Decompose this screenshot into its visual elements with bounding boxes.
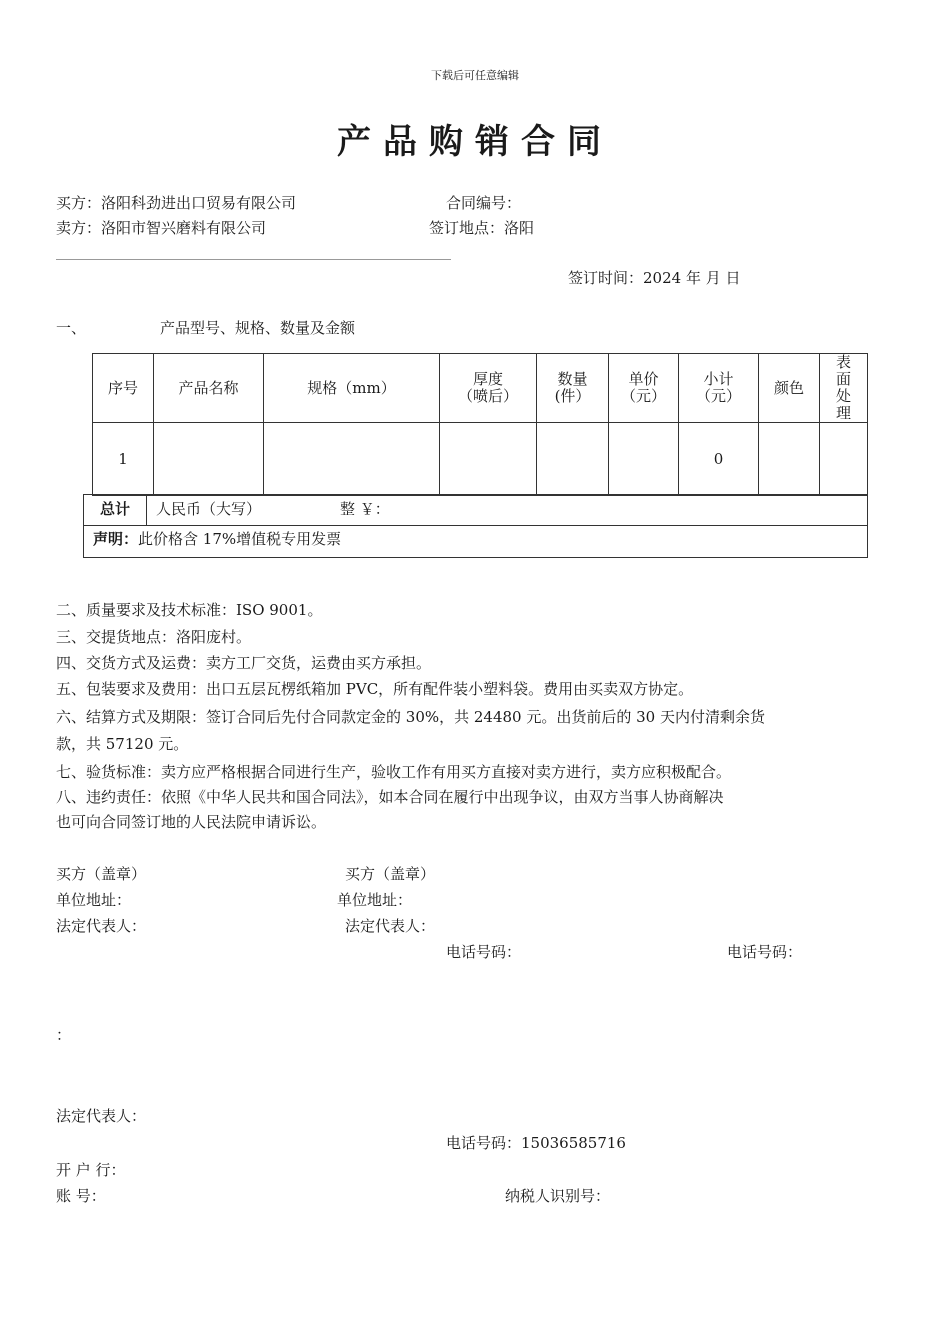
cell-subtotal: 0 bbox=[679, 423, 759, 496]
table-row bbox=[93, 423, 868, 496]
section1-title: 产品型号、规格、数量及金额 bbox=[160, 319, 356, 337]
clause-4: 四、交货方式及运费：卖方工厂交货，运费由买方承担。 bbox=[56, 654, 432, 672]
product-table bbox=[92, 353, 868, 496]
sign-time-line: 签订时间：2024 年 月 日 bbox=[568, 269, 741, 287]
phone-seller: 电话号码：15036585716 bbox=[446, 1134, 626, 1152]
buyer-seal-left: 买方（盖章） bbox=[56, 865, 147, 883]
statement-row bbox=[93, 529, 341, 549]
clause-5: 五、包装要求及费用：出口五层瓦楞纸箱加 PVC，所有配件装小塑料袋。费用由买卖双方协定。 bbox=[56, 680, 694, 698]
address-left: 单位地址： bbox=[56, 891, 132, 909]
clause-8-line1: 八、违约责任：依照《中华人民共和国合同法》，如本合同在履行中出现争议，由双方当事人协商解决 bbox=[56, 788, 724, 806]
cell-unit-price bbox=[609, 423, 679, 496]
header-note: 下载后可任意编辑 bbox=[431, 69, 519, 82]
clause-3: 三、交提货地点：洛阳庞村。 bbox=[56, 628, 252, 646]
header-cell-quantity: 数量 (件） bbox=[537, 354, 609, 423]
section1-number: 一、 bbox=[56, 319, 87, 337]
clause-6-line1: 六、结算方式及期限：签订合同后先付合同款定金的 30%，共 24480 元。出货前后的 30 天内付清剩余货 bbox=[56, 708, 765, 726]
legal-rep-seller: 法定代表人： bbox=[56, 1107, 147, 1125]
total-label: 总计 bbox=[84, 495, 147, 525]
cell-surface bbox=[820, 423, 868, 496]
clause-2: 二、质量要求及技术标准：ISO 9001。 bbox=[56, 601, 323, 619]
total-amount-label: 整 ￥： bbox=[340, 500, 390, 518]
stray-colon: ： bbox=[56, 1026, 72, 1044]
legal-rep-left: 法定代表人： bbox=[56, 917, 147, 935]
total-rmb-label: 人民币（大写） bbox=[156, 500, 262, 518]
header-cell-unit-price: 单价 （元） bbox=[609, 354, 679, 423]
page-title: 产品购销合同 bbox=[337, 122, 613, 162]
header-cell-spec: 规格（mm） bbox=[264, 354, 440, 423]
clause-8-line2: 也可向合同签订地的人民法院申请诉讼。 bbox=[56, 813, 327, 831]
header-cell-name: 产品名称 bbox=[154, 354, 264, 423]
seller-line: 卖方：洛阳市智兴磨料有限公司 bbox=[56, 219, 267, 237]
buyer-seal-right: 买方（盖章） bbox=[345, 865, 436, 883]
tax-id-line: 纳税人识别号： bbox=[505, 1187, 611, 1205]
clause-7: 七、验货标准：卖方应严格根据合同进行生产，验收工作有用买方直接对卖方进行，卖方应积极配合。 bbox=[56, 763, 732, 781]
cell-quantity bbox=[537, 423, 609, 496]
cell-thickness bbox=[440, 423, 537, 496]
statement-label: 声明： bbox=[93, 530, 139, 548]
header-cell-color: 颜色 bbox=[759, 354, 820, 423]
phone-right: 电话号码： bbox=[727, 943, 803, 961]
phone-left: 电话号码： bbox=[446, 943, 522, 961]
bank-line: 开 户 行： bbox=[56, 1161, 126, 1179]
table-header-row bbox=[93, 354, 868, 423]
total-box bbox=[83, 494, 868, 558]
cell-name bbox=[154, 423, 264, 496]
header-cell-thickness: 厚度 （喷后） bbox=[440, 354, 537, 423]
total-row bbox=[84, 495, 867, 526]
address-right: 单位地址： bbox=[337, 891, 413, 909]
cell-index: 1 bbox=[93, 423, 154, 496]
clause-6-line2: 款，共 57120 元。 bbox=[56, 735, 189, 753]
header-cell-surface: 表 面 处 理 bbox=[820, 354, 868, 423]
sign-place-line: 签订地点：洛阳 bbox=[429, 219, 535, 237]
header-cell-subtotal: 小计 （元） bbox=[679, 354, 759, 423]
account-line: 账 号： bbox=[56, 1187, 106, 1205]
legal-rep-right: 法定代表人： bbox=[345, 917, 436, 935]
contract-no-line: 合同编号： bbox=[446, 194, 522, 212]
cell-color bbox=[759, 423, 820, 496]
header-cell-index: 序号 bbox=[93, 354, 154, 423]
buyer-line: 买方：洛阳科劲进出口贸易有限公司 bbox=[56, 194, 297, 212]
divider bbox=[56, 259, 451, 260]
cell-spec bbox=[264, 423, 440, 496]
statement-text: 此价格含 17%增值税专用发票 bbox=[138, 530, 342, 548]
